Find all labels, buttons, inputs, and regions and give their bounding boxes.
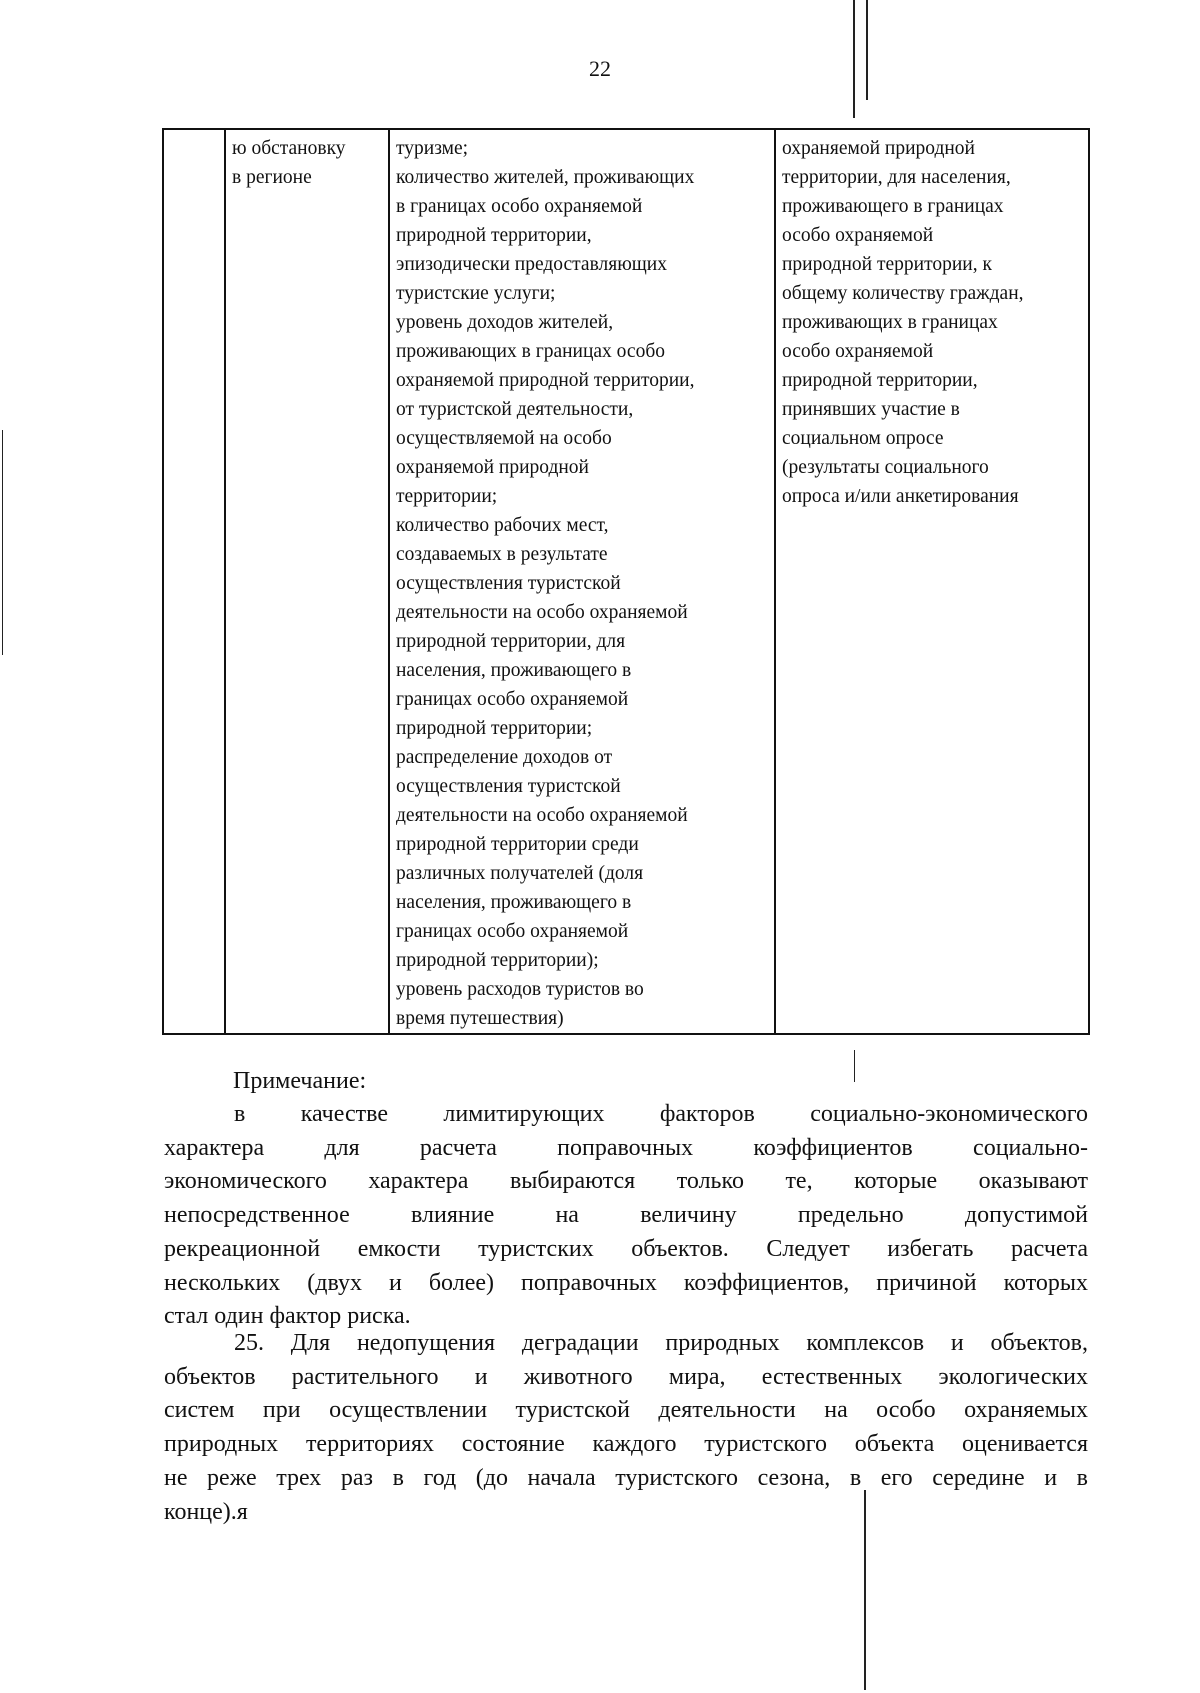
paragraph-line: характера для расчета поправочных коэффициентов социально- (164, 1134, 1088, 1161)
cell-text-line: охраняемой природной (782, 138, 975, 159)
cell-text-line: распределение доходов от (396, 747, 613, 768)
cell-text-line: природной территории, (396, 225, 592, 246)
cell-text-line: особо охраняемой (782, 341, 934, 362)
cell-text-line: природной территории, для (396, 631, 626, 652)
cell-text-line: границах особо охраняемой (396, 689, 629, 710)
scan-artifact-line (854, 1050, 855, 1082)
table-cell-number (163, 129, 225, 1034)
cell-text-line: опроса и/или анкетирования (782, 486, 1019, 507)
paragraph-line: объектов растительного и животного мира, естественных экологических (164, 1363, 1088, 1390)
cell-text-line: деятельности на особо охраняемой (396, 805, 688, 826)
cell-text-line: охраняемой природной территории, (396, 370, 695, 391)
table-row (163, 129, 1089, 1034)
cell-text-line: эпизодически предоставляющих (396, 254, 667, 275)
cell-text-line: время путешествия) (396, 1008, 564, 1029)
paragraph-line: 25. Для недопущения деградации природных комплексов и объектов, (234, 1330, 1088, 1356)
paragraph-line: не реже трех раз в год (до начала туристского сезона, в его середине и в (164, 1464, 1088, 1491)
cell-text-line: деятельности на особо охраняемой (396, 602, 688, 623)
scan-artifact-line (866, 0, 868, 100)
cell-text-line: проживающего в границах (782, 196, 1004, 217)
page-number: 22 (589, 56, 611, 81)
cell-text-line: территории, для населения, (782, 167, 1011, 188)
paragraph-line: природных территориях состояние каждого туристского объекта оценивается (164, 1431, 1088, 1458)
cell-text-line: природной территории, к (782, 254, 992, 275)
paragraph-line: в качестве лимитирующих факторов социально-экономического (234, 1101, 1088, 1127)
cell-text-line: (результаты социального (782, 457, 989, 478)
paragraph-line: систем при осуществлении туристской деятельности на особо охраняемых (164, 1397, 1088, 1424)
cell-text-line: ю обстановку (232, 138, 346, 159)
cell-text-line: территории; (396, 486, 498, 507)
clause-25-paragraph (164, 1327, 1088, 1529)
cell-text-line: охраняемой природной (396, 457, 589, 478)
cell-text-line: уровень расходов туристов во (396, 979, 644, 1000)
note-title: Примечание: (233, 1068, 367, 1094)
paragraph-line: конце).я (164, 1498, 248, 1525)
paragraph-line: нескольких (двух и более) поправочных коэффициентов, причиной которых (164, 1269, 1088, 1296)
cell-text-line: количество жителей, проживающих (396, 167, 695, 188)
cell-text-line: природной территории среди (396, 834, 639, 855)
cell-text-line: количество рабочих мест, (396, 515, 609, 536)
cell-text-line: туризме; (396, 138, 469, 159)
cell-text-line: проживающих в границах особо (396, 341, 665, 362)
cell-text-line: границах особо охраняемой (396, 921, 629, 942)
cell-text-line: общему количеству граждан, (782, 283, 1024, 304)
scan-artifact-line (853, 0, 855, 118)
paragraph-line: непосредственное влияние на величину предельно допустимой (164, 1202, 1088, 1229)
scan-artifact-line (2, 430, 3, 655)
cell-text-line: в границах особо охраняемой (396, 196, 643, 217)
cell-text-line: населения, проживающего в (396, 892, 632, 913)
note-paragraph (164, 1098, 1088, 1334)
table-cell-factor (225, 129, 389, 1034)
paragraph-line: стал один фактор риска. (164, 1303, 411, 1330)
cell-text-line: осуществления туристской (396, 573, 621, 594)
cell-text-line: различных получателей (доля (396, 863, 644, 884)
cell-text-line: принявших участие в (782, 399, 960, 420)
cell-text-line: осуществления туристской (396, 776, 621, 797)
cell-text-line: социальном опросе (782, 428, 944, 449)
table-cell-indicators (389, 129, 775, 1034)
cell-text-line: от туристской деятельности, (396, 399, 634, 420)
cell-text-line: осуществляемой на особо (396, 428, 612, 449)
cell-text-line: природной территории; (396, 718, 593, 739)
cell-text-line: туристские услуги; (396, 283, 556, 304)
paragraph-line: рекреационной емкости туристских объектов. Следует избегать расчета (164, 1235, 1088, 1262)
cell-text-line: населения, проживающего в (396, 660, 632, 681)
cell-text-line: уровень доходов жителей, (396, 312, 614, 333)
cell-text-line: в регионе (232, 167, 312, 188)
cell-text-line: особо охраняемой (782, 225, 934, 246)
cell-text-line: природной территории); (396, 950, 599, 971)
indicators-table (162, 128, 1090, 1035)
cell-text-line: создаваемых в результате (396, 544, 608, 565)
paragraph-line: экономического характера выбираются только те, которые оказывают (164, 1168, 1088, 1195)
table-cell-method (775, 129, 1089, 1034)
cell-text-line: проживающих в границах (782, 312, 998, 333)
cell-text-line: природной территории, (782, 370, 978, 391)
